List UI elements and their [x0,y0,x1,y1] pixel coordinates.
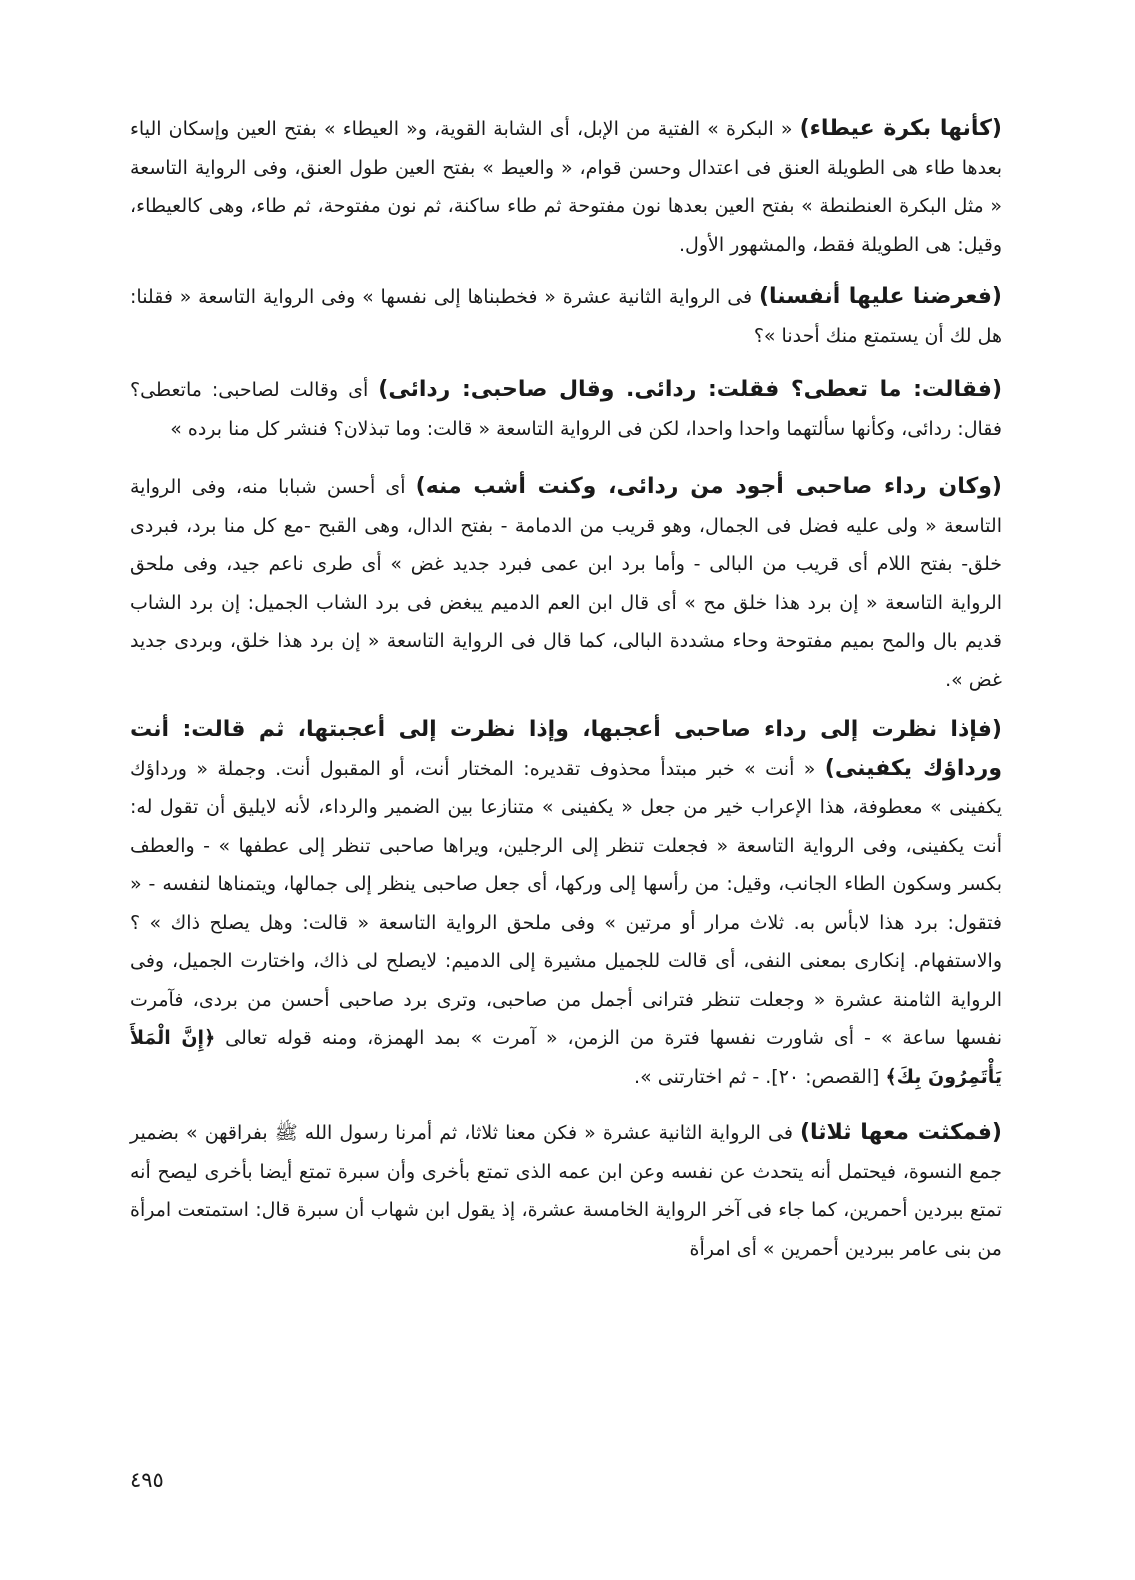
paragraph-1 [130,110,1002,264]
paragraph-2-heading: (فعرضنا عليها أنفسنا) [758,284,1002,309]
paragraph-1-body: « البكرة » الفتية من الإبل، أى الشابة القوية، و« العيطاء » بفتح العين وإسكان الياء بعدها طاء هى الطويلة العنق فى اعتدال وحسن قوام، « والعيط » بفتح العين طول العنق، وفى الرواية التاسعة « مثل البكرة العنطنطة » بفتح العين بعدها نون مفتوحة ثم طاء ساكنة، ثم نون مفتوحة، ثم طاء، وهى كالعيطاء، وقيل: هى الطويلة فقط، والمشهور الأول. [130,118,1002,256]
quran-verse: ﴿إِنَّ الْمَلأَ يَأْتَمِرُونَ بِكَ﴾ [130,1027,1002,1088]
paragraph-5-body: « أنت » خبر مبتدأ محذوف تقديره: المختار أنت، أو المقبول أنت. وجملة « ورداؤك يكفينى » معطوفة، هذا الإعراب خير من جعل « يكفينى » متنازعا بين الضمير والرداء، لأنه لايليق أن تقول له: أنت يكفينى، وفى الرواية التاسعة « فجعلت تنظر إلى الرجلين، ويراها صاحبى تنظر إلى عطفها » - والعطف بكسر وسكون الطاء الجانب، وقيل: من رأسها إلى وركها، أى جعل صاحبى ينظر إلى جمالها، ويتمناها لنفسه - « فتقول: برد هذا لابأس به. ثلاث مرار أو مرتين » وفى ملحق الرواية التاسعة « قالت: وهل يصلح ذاك » ؟ والاستفهام. إنكارى بمعنى النفى، أى قالت للجميل مشيرة إلى الدميم: لايصلح لى ذاك، واختارت الجميل، وفى الرواية الثامنة عشرة « وجعلت تنظر فترانى أجمل من صاحبى، وترى برد صاحبى أحسن من بردى، فآمرت نفسها ساعة » - أى شاورت نفسها فترة من الزمن، « آمرت » بمد الهمزة، ومنه قوله تعالى [130,757,1003,1049]
paragraph-3 [130,371,1002,448]
paragraph-3-heading: (فقالت: ما تعطى؟ فقلت: ردائى. وقال صاحبى: ردائى) [378,377,1002,402]
paragraph-1-heading: (كأنها بكرة عيطاء) [799,116,1002,141]
paragraph-6-body: فى الرواية الثانية عشرة « فكن معنا ثلاثا، ثم أمرنا رسول الله ﷺ بفراقهن » بضمير جمع النسوة، فيحتمل أنه يتحدث عن نفسه وعن ابن عمه الذى تمتع بأخرى وأن سبرة تمتع أيضا بأخرى ليصح أنه تمتع ببردين أحمرين، كما جاء فى آخر الرواية الخامسة عشرة، إذ يقول ابن شهاب أن سبرة قال: استمتعت امرأة من بنى عامر ببردين أحمرين » أى امرأة [130,1122,1002,1260]
paragraph-2 [130,278,1002,355]
paragraph-6-heading: (فمكثت معها ثلاثا) [799,1120,1002,1145]
paragraph-5-heading: (فإذا نظرت إلى رداء صاحبى أعجبها، وإذا نظرت إلى أعجبتها، ثم قالت: أنت ورداؤك يكفينى) [130,717,1002,781]
paragraph-4-body: أى أحسن شبابا منه، وفى الرواية التاسعة « ولى عليه فضل فى الجمال، وهو قريب من الدمامة - بفتح الدال، وهى القبح -مع كل منا برد، فبردى خلق- بفتح اللام أى قريب من البالى - وأما برد ابن عمى فبرد جديد غض » أى طرى ناعم جيد، وفى ملحق الرواية التاسعة « إن برد هذا خلق مح » أى قال ابن العم الدميم يبغض فى برد الشاب الجميل: إن برد الشاب قديم بال والمح بميم مفتوحة وحاء مشددة البالى، كما قال فى الرواية التاسعة « إن برد هذا خلق، وبردى جديد غض ». [130,476,1002,691]
paragraph-5-body-end: [القصص: ٢٠]. - ثم اختارتنى ». [634,1065,886,1088]
paragraph-5 [130,711,1002,1096]
page-number: ٤٩٥ [130,1468,164,1492]
paragraph-3-body: أى وقالت لصاحبى: ماتعطى؟ فقال: ردائى، وكأنها سألتهما واحدا واحدا، لكن فى الرواية التاسعة « قالت: وما تبذلان؟ فنشر كل منا برده » [130,379,1002,440]
paragraph-2-body: فى الرواية الثانية عشرة « فخطبناها إلى نفسها » وفى الرواية التاسعة « فقلنا: هل لك أن يستمتع منك أحدنا »؟ [130,286,1002,347]
paragraph-6 [130,1114,1002,1268]
paragraph-4 [130,468,1002,699]
paragraph-4-heading: (وكان رداء صاحبى أجود من ردائى، وكنت أشب منه) [415,474,1002,499]
document-page [130,110,1002,1510]
